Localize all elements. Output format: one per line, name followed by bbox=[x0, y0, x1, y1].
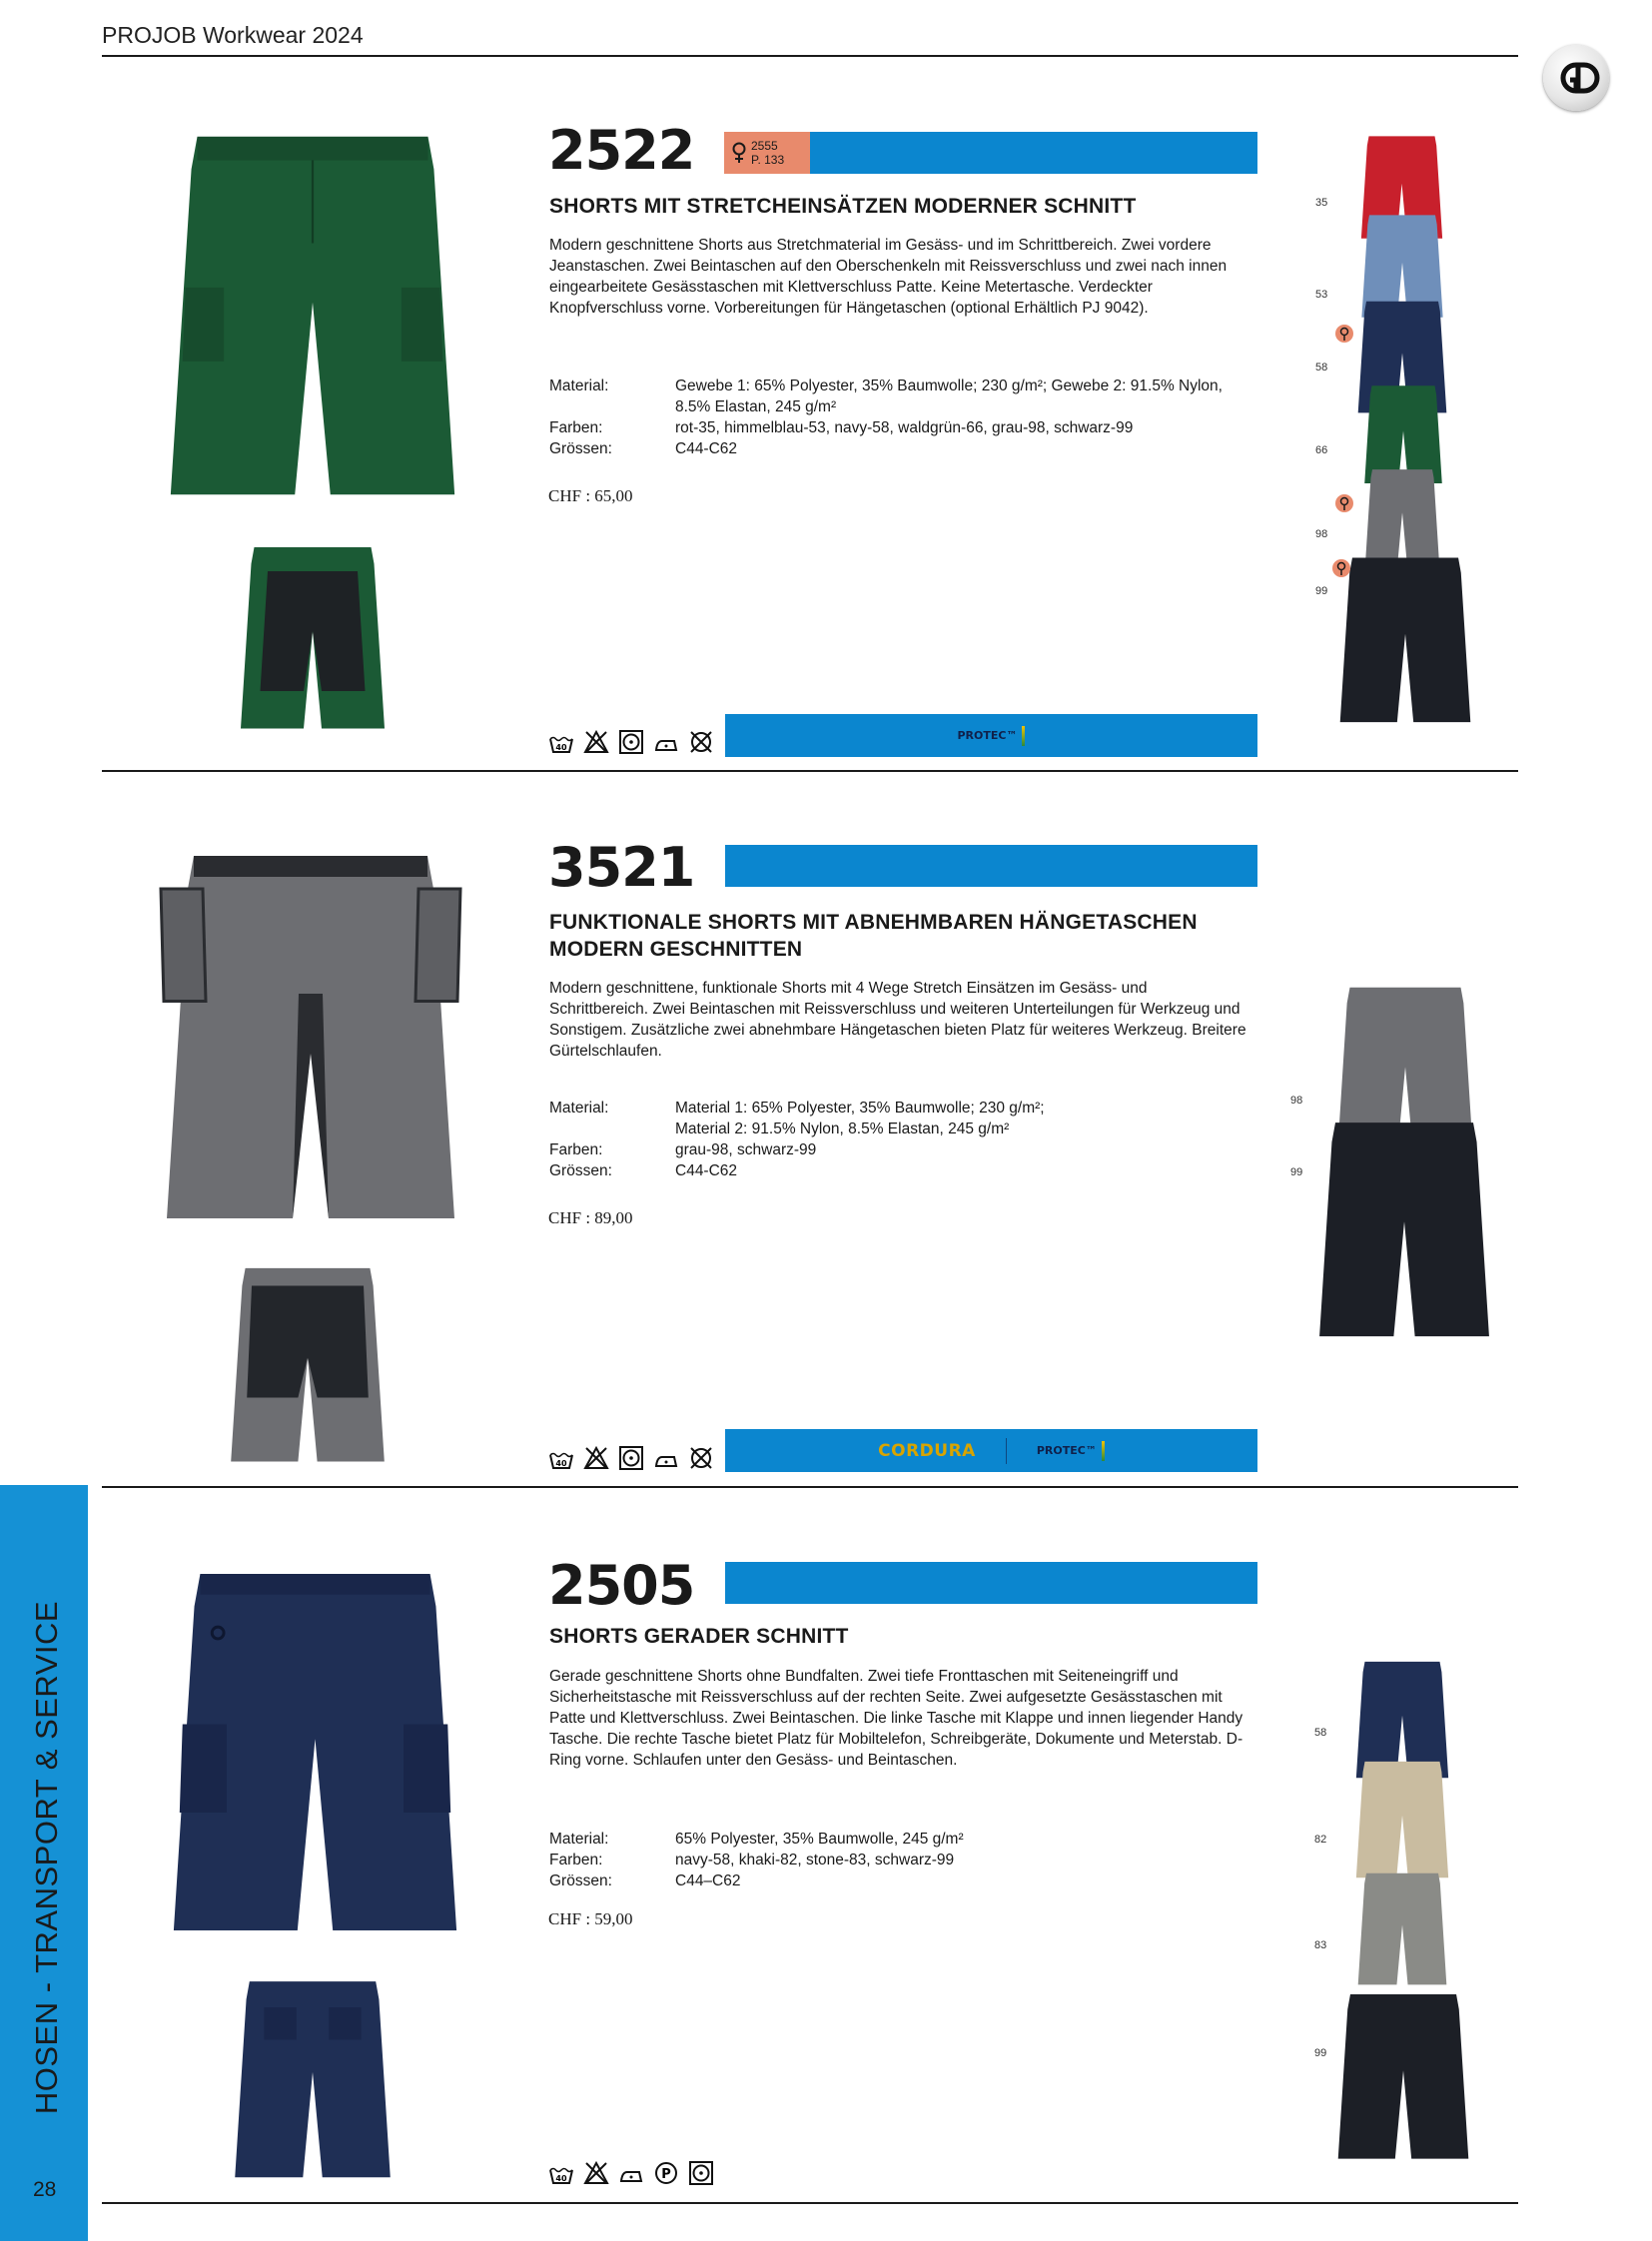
product-2522-back-image bbox=[238, 531, 388, 746]
section-divider bbox=[102, 770, 1518, 772]
product-number: 2522 bbox=[548, 119, 695, 182]
color-code: 66 bbox=[1315, 444, 1328, 456]
women-version-badge[interactable] bbox=[724, 132, 810, 174]
product-3521-front-image bbox=[152, 844, 469, 1233]
product-number: 3521 bbox=[548, 836, 695, 899]
color-code: 99 bbox=[1315, 585, 1328, 597]
product-title: SHORTS GERADER SCHNITT bbox=[549, 1625, 849, 1648]
product-title: FUNKTIONALE SHORTS MIT ABNEHMBAREN HÄNGETASCHEN MODERN GESCHNITTEN bbox=[549, 911, 1198, 961]
section-divider bbox=[102, 1486, 1518, 1488]
spec-label: Material: bbox=[549, 1831, 609, 1848]
women-ref-page: P. 133 bbox=[751, 153, 785, 167]
female-symbol-icon bbox=[1335, 325, 1353, 343]
spec-value: Gewebe 1: 65% Polyester, 35% Baumwolle; 230 g/m²; Gewebe 2: 91.5% Nylon, 8.5% Elastan, 245 g/m² bbox=[675, 377, 1223, 415]
product-header-bar bbox=[725, 1562, 1257, 1604]
product-number: 2505 bbox=[548, 1554, 695, 1617]
no-bleach-icon bbox=[583, 2160, 609, 2186]
gd-logo-icon bbox=[1543, 45, 1609, 111]
product-3521-back-image bbox=[228, 1253, 388, 1478]
spec-label: Farben: bbox=[549, 1852, 603, 1868]
color-code: 99 bbox=[1290, 1166, 1303, 1178]
female-symbol-icon bbox=[1332, 559, 1350, 577]
spec-value: C44-C62 bbox=[675, 1162, 738, 1179]
iron-icon bbox=[653, 1445, 679, 1471]
product-header-bar bbox=[810, 132, 1257, 174]
color-code: 53 bbox=[1315, 289, 1328, 301]
product-price: CHF : 59,00 bbox=[548, 1909, 633, 1928]
feature-label: PROTEC™ bbox=[1036, 1444, 1097, 1457]
spec-value: navy-58, khaki-82, stone-83, schwarz-99 bbox=[675, 1852, 955, 1868]
feature-separator bbox=[1006, 1438, 1007, 1464]
care-symbols bbox=[548, 729, 714, 755]
spec-material bbox=[549, 1098, 1248, 1139]
iron-icon bbox=[618, 2160, 644, 2186]
color-code: 83 bbox=[1314, 1939, 1327, 1951]
spec-value: rot-35, himmelblau-53, navy-58, waldgrün-66, grau-98, schwarz-99 bbox=[675, 419, 1134, 436]
color-variant-black[interactable] bbox=[1313, 1116, 1495, 1345]
care-symbols bbox=[548, 2160, 714, 2186]
female-symbol-icon bbox=[1335, 494, 1353, 512]
color-code: 82 bbox=[1314, 1834, 1327, 1846]
tumble-dry-icon bbox=[688, 2160, 714, 2186]
svg-text:P: P bbox=[661, 2167, 671, 2182]
svg-text:40: 40 bbox=[555, 743, 567, 752]
product-2522-front-image bbox=[158, 125, 467, 509]
female-symbol-icon bbox=[731, 142, 747, 164]
product-2505-back-image bbox=[232, 1974, 394, 2186]
color-variant-black[interactable] bbox=[1337, 543, 1473, 738]
no-dry-clean-icon bbox=[688, 1445, 714, 1471]
tumble-dry-icon bbox=[618, 1445, 644, 1471]
feature-bar bbox=[725, 714, 1257, 757]
color-code: 98 bbox=[1290, 1095, 1303, 1107]
product-description: Modern geschnittene Shorts aus Stretchmaterial im Gesäss- und im Schrittbereich. Zwei vordere Jeanstaschen. Zwei Beintaschen auf den Oberschenkeln mit Reissverschluss und zwei nach innen eingearbeitete Gesässtaschen mit Klettverschluss Patte. Keine Metertasche. Verdeckter Knopfverschluss vorne. Vorbereitungen für Hängetaschen (optional Erhältlich PJ 9042). bbox=[549, 237, 1228, 317]
cordura-logo: CORDURA bbox=[878, 1440, 976, 1461]
spec-value: C44–C62 bbox=[675, 1872, 741, 1889]
wash-40-icon bbox=[548, 729, 574, 755]
spec-label: Grössen: bbox=[549, 1872, 612, 1889]
color-code: 99 bbox=[1314, 2047, 1327, 2059]
spec-value: C44-C62 bbox=[675, 440, 738, 457]
color-code: 58 bbox=[1315, 362, 1328, 374]
category-label: HOSEN - TRANSPORT & SERVICE bbox=[29, 1600, 64, 2115]
wash-40-icon bbox=[548, 1445, 574, 1471]
spec-label: Farben: bbox=[549, 419, 603, 436]
wash-40-icon bbox=[548, 2160, 574, 2186]
color-variant-stone[interactable] bbox=[1335, 1869, 1469, 1989]
women-ref-number: 2555 bbox=[751, 139, 778, 153]
spec-value: Material 1: 65% Polyester, 35% Baumwolle; 230 g/m²; Material 2: 91.5% Nylon, 8.5% Elastan, 245 g/m² bbox=[675, 1100, 1045, 1137]
spec-value: 65% Polyester, 35% Baumwolle, 245 g/m² bbox=[675, 1831, 964, 1848]
spec-label: Material: bbox=[549, 377, 609, 394]
color-code: 58 bbox=[1314, 1727, 1327, 1739]
spec-label: Material: bbox=[549, 1100, 609, 1117]
color-code: 35 bbox=[1315, 197, 1328, 209]
product-header-bar bbox=[725, 845, 1257, 887]
color-variant-khaki[interactable] bbox=[1335, 1758, 1469, 1882]
spec-label: Grössen: bbox=[549, 440, 612, 457]
catalog-title: PROJOB Workwear 2024 bbox=[102, 22, 364, 48]
product-2505-front-image bbox=[168, 1558, 462, 1949]
product-description: Modern geschnittene, funktionale Shorts mit 4 Wege Stretch Einsätzen im Gesäss- und Schrittbereich. Zwei Beintaschen mit Reissverschluss und weiteren Unterteilungen für Werkzeug und Sonstigem. Zusätzliche zwei abnehmbare Hängetaschen bieten Platz für weiteres Werkzeug. Breitere Gürtelschlaufen. bbox=[549, 980, 1246, 1060]
product-price: CHF : 65,00 bbox=[548, 486, 633, 505]
no-dry-clean-icon bbox=[688, 729, 714, 755]
header-divider bbox=[102, 55, 1518, 57]
spec-material bbox=[549, 375, 1248, 417]
care-symbols bbox=[548, 1445, 714, 1471]
feature-label: PROTEC™ bbox=[957, 729, 1018, 742]
section-divider bbox=[102, 2202, 1518, 2204]
color-variant-black[interactable] bbox=[1335, 1987, 1471, 2167]
spec-label: Farben: bbox=[549, 1141, 603, 1158]
svg-text:40: 40 bbox=[555, 1459, 567, 1468]
svg-text:40: 40 bbox=[555, 2174, 567, 2183]
iron-icon bbox=[653, 729, 679, 755]
no-bleach-icon bbox=[583, 729, 609, 755]
protec-logo bbox=[1037, 1441, 1105, 1461]
no-bleach-icon bbox=[583, 1445, 609, 1471]
product-description: Gerade geschnittene Shorts ohne Bundfalten. Zwei tiefe Fronttaschen mit Seiteneingriff und Sicherheitstasche mit Reissverschluss auf der rechten Seite. Zwei aufgesetzte Gesässtaschen mit Patte und Klettverschluss. Zwei Beintaschen. Die linke Tasche mit Klappe und innen liegender Handy Tasche. Die rechte Tasche bietet Platz für Mobiltelefon, Schreibgeräte, Dokumente und Meterstab. D-Ring vorne. Schlaufen unter den Gesäss- und Beintaschen. bbox=[549, 1668, 1243, 1769]
color-code: 98 bbox=[1315, 528, 1328, 540]
product-title: SHORTS MIT STRETCHEINSÄTZEN MODERNER SCHNITT bbox=[549, 195, 1137, 218]
protec-logo bbox=[958, 726, 1026, 746]
spec-label: Grössen: bbox=[549, 1162, 612, 1179]
page-number: 28 bbox=[33, 2178, 57, 2201]
feature-bar bbox=[725, 1429, 1257, 1472]
product-price: CHF : 89,00 bbox=[548, 1208, 633, 1227]
dry-clean-p-icon bbox=[653, 2160, 679, 2186]
spec-value: grau-98, schwarz-99 bbox=[675, 1141, 817, 1158]
tumble-dry-icon bbox=[618, 729, 644, 755]
